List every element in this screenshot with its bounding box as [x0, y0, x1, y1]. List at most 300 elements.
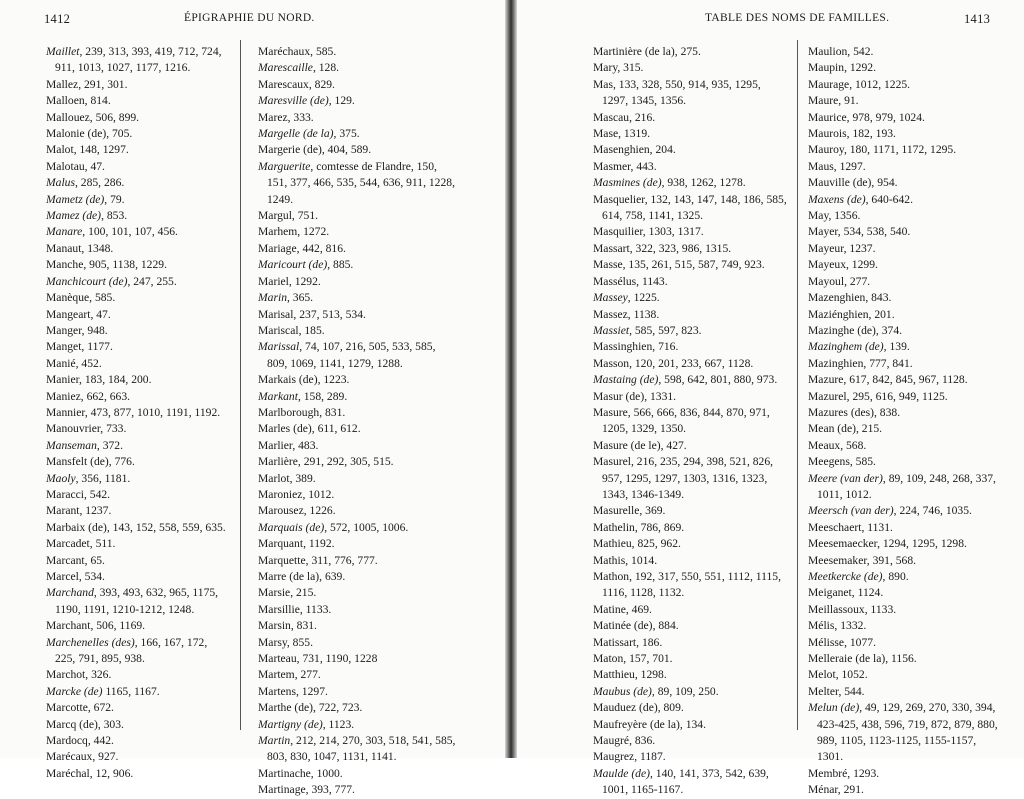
page-references: , 469. [625, 602, 652, 616]
page-references: , 568. [840, 438, 867, 452]
page-references: , 134. [679, 717, 706, 731]
family-name: Meetkercke (de) [808, 570, 883, 583]
family-name: Margul [258, 209, 292, 223]
page-references: , 133, 328, 550, 914, 935, 1295, 1297, 1345, 1356. [602, 77, 761, 108]
index-entry [46, 257, 230, 273]
family-name: Melot [808, 668, 836, 682]
index-entry [808, 208, 998, 224]
page-references: , 640-642. [865, 192, 913, 206]
index-entry [46, 290, 230, 306]
family-name: Manié [46, 356, 76, 370]
family-name: Mayeux [808, 258, 846, 272]
page-references: , 1143. [636, 274, 668, 288]
page-references: , 978, 979, 1024. [846, 110, 925, 124]
family-name: Mariscal [258, 323, 299, 337]
family-name: Malonie (de) [46, 127, 107, 141]
index-entry [808, 667, 998, 683]
index-entry [593, 766, 789, 799]
page-references: , 885. [327, 258, 354, 272]
index-entry [593, 307, 789, 323]
page-references: , 148, 1297. [73, 143, 129, 157]
page-references: , 157, 701. [623, 652, 673, 666]
family-name: Mathieu [593, 537, 632, 551]
page-references: , 843. [865, 291, 892, 305]
index-entry [593, 241, 789, 257]
family-name: Masurel [593, 455, 631, 469]
index-entry [808, 224, 998, 240]
index-entry [258, 77, 458, 93]
family-name: Mathis [593, 553, 626, 567]
page-references: , 566, 666, 836, 844, 870, 971, 1205, 1329, 1350. [602, 405, 770, 436]
family-name: Mariel [258, 274, 289, 288]
family-name: Manare [46, 225, 83, 239]
family-name: Marlier [258, 438, 293, 452]
index-entry [593, 356, 789, 372]
page-references: , 303. [97, 717, 124, 731]
page-references: , comtesse de Flandre, 150, 151, 377, 466, 535, 544, 636, 911, 1228, 1249. [267, 159, 455, 206]
page-references: , 237, 513, 534. [293, 307, 366, 321]
index-entry [258, 635, 458, 651]
index-entry [258, 553, 458, 569]
index-entry [258, 372, 458, 388]
page-references: , 89, 109, 250. [651, 684, 719, 698]
family-name: Massiet [593, 323, 630, 337]
page-references: , 722, 723. [313, 701, 363, 715]
page-references: , 393, 493, 632, 965, 1175, 1190, 1191, 1210-1212, 1248. [55, 586, 219, 616]
family-name: Marsy [258, 635, 287, 649]
index-entry [258, 405, 458, 421]
index-entry [808, 356, 998, 372]
index-entry [258, 421, 458, 437]
family-name: Marlot [258, 471, 290, 485]
family-name: Marchant [46, 619, 91, 633]
page-references: , 128. [312, 61, 340, 75]
page-references: , 143, 152, 558, 559, 635. [106, 520, 226, 534]
index-entry [808, 503, 998, 519]
family-name: Maxens (de) [808, 192, 866, 206]
family-name: Martin [258, 734, 291, 748]
page-references: 1165, 1167. [102, 684, 160, 698]
page-references: , 829. [308, 77, 335, 91]
page-references: , 192, 317, 550, 551, 1112, 1115, 1116, 1128, 1132. [602, 570, 781, 600]
page-references: , 1303, 1317. [642, 225, 704, 239]
family-name: Mastaing (de) [593, 373, 659, 387]
family-name: Mannier [46, 405, 85, 419]
page-references: , 427. [660, 438, 687, 452]
page-references: , 1292. [288, 274, 321, 288]
index-entry [46, 44, 230, 77]
family-name: Masur (de) [593, 389, 645, 403]
page-references: , 506, 899. [89, 110, 140, 124]
index-entry [258, 257, 458, 273]
page-references: , 212, 214, 270, 303, 518, 541, 585, 803, 830, 1047, 1131, 1141. [267, 734, 456, 764]
family-name: Maréchaux [258, 45, 311, 58]
family-name: Mayer [808, 225, 838, 239]
family-name: Mazinghem (de) [808, 340, 884, 354]
family-name: Malotau [46, 159, 85, 173]
index-entry [46, 77, 230, 93]
family-name: Marin [258, 291, 287, 305]
page-references: , 216. [629, 110, 656, 124]
family-name: Manouvrier [46, 422, 101, 436]
family-name: Masure [593, 405, 628, 419]
index-entry [258, 471, 458, 487]
index-entry [46, 405, 230, 421]
index-entry [258, 454, 458, 470]
index-entry [258, 307, 458, 323]
index-column [46, 44, 230, 782]
family-name: Masson [593, 356, 630, 370]
page-references: , 135, 261, 515, 587, 749, 923. [622, 258, 765, 272]
family-name: Mas [593, 77, 613, 91]
page-references: , 216, 235, 294, 398, 521, 826, 957, 1295, 1297, 1303, 1316, 1323, 1343, 1346-1349. [602, 455, 774, 501]
page-references: , 291, 301. [78, 77, 128, 91]
index-entry [46, 389, 230, 405]
family-name: Mathelin [593, 520, 635, 534]
index-entry [593, 684, 789, 700]
page-references: , 776. [108, 455, 135, 469]
page-references: , 393, 777. [305, 783, 355, 797]
index-entry [808, 339, 998, 355]
index-entry [258, 159, 458, 208]
family-name: Marthe (de) [258, 701, 314, 715]
index-entry [258, 438, 458, 454]
index-entry [808, 389, 998, 405]
page-references: , 1012. [302, 487, 335, 501]
page-references: , 74, 107, 216, 505, 533, 585, 809, 1069, 1141, 1279, 1288. [267, 340, 436, 370]
family-name: Mazinghe (de) [808, 323, 876, 337]
family-name: Massélus [593, 274, 637, 288]
index-entry [258, 782, 458, 798]
page-references: , 247, 255. [127, 274, 177, 288]
page-references: , 662, 663. [80, 389, 131, 403]
index-entry [46, 569, 230, 585]
page-references: , 391, 568. [866, 553, 917, 567]
page-references: , 291. [837, 783, 864, 797]
family-name: Maulde (de) [593, 766, 650, 780]
index-entry [46, 339, 230, 355]
page-references: , 1299. [846, 258, 878, 272]
family-name: Marescaux [258, 77, 309, 91]
index-entry [46, 618, 230, 634]
index-entry [258, 585, 458, 601]
page-references: , 1272. [297, 225, 330, 239]
index-entry [258, 323, 458, 339]
index-entry [808, 553, 998, 569]
family-name: Melter [808, 684, 839, 698]
family-name: Mazures (des) [808, 405, 874, 419]
index-entry [46, 323, 230, 339]
page-references: , 201. [868, 307, 895, 321]
family-name: Mazenghien [808, 291, 866, 305]
page-references: , 716. [652, 340, 679, 354]
right-page [517, 0, 1024, 797]
family-name: Meesemaecker [808, 537, 878, 551]
page-references: , 215. [855, 422, 883, 436]
index-entry [258, 766, 458, 782]
family-name: Maupin [808, 61, 845, 75]
family-name: Marquais (de) [258, 520, 325, 534]
family-name: Mélis [808, 619, 835, 633]
index-entry [593, 749, 789, 765]
index-entry [258, 717, 458, 733]
page-references: , 853. [101, 209, 128, 223]
family-name: Marescaille [258, 61, 313, 75]
index-entry [808, 290, 998, 306]
index-entry [808, 454, 998, 470]
family-name: Marez [258, 110, 288, 124]
index-entry [46, 126, 230, 142]
index-entry [46, 717, 230, 733]
page-references: , 814. [84, 94, 111, 108]
page-references: , 277. [844, 274, 871, 288]
family-name: Masurelle [593, 504, 640, 518]
page-number-left: 1412 [44, 12, 71, 26]
index-entry [593, 274, 789, 290]
index-entry [258, 44, 458, 60]
family-name: May [808, 209, 829, 223]
index-entry [46, 536, 230, 552]
page-references: , 1077. [844, 635, 876, 649]
index-entry [808, 274, 998, 290]
page-references: , 938, 1262, 1278. [661, 176, 746, 190]
index-entry [46, 667, 230, 683]
page-references: , 49, 129, 269, 270, 330, 394, 423-425, 438, 596, 719, 872, 879, 880, 989, 1105, 1123-1125, 1155-1157, 1301. [817, 701, 998, 764]
family-name: Mamez (de) [46, 209, 102, 223]
family-name: Mauroy [808, 143, 844, 157]
index-entry [46, 241, 230, 257]
family-name: Mariage [258, 241, 297, 255]
index-entry [46, 520, 230, 536]
index-entry [593, 110, 789, 126]
page-references: , 639. [319, 570, 346, 583]
column-rule [797, 40, 798, 730]
index-entry [808, 471, 998, 504]
family-name: Maurage [808, 77, 850, 91]
page-references: , 617, 842, 845, 967, 1128. [843, 373, 968, 387]
index-entry [258, 487, 458, 503]
index-entry [808, 569, 998, 585]
family-name: Massey [593, 291, 628, 305]
page-references: , 473, 877, 1010, 1191, 1192. [84, 405, 221, 419]
page-references: , 180, 1171, 1172, 1295. [843, 143, 957, 157]
family-name: Meersch (van der) [808, 504, 894, 518]
page-references: , 585. [310, 45, 337, 58]
family-name: Meere (van der) [808, 471, 883, 485]
family-name: Mean (de) [808, 422, 856, 436]
index-entry [593, 142, 789, 158]
left-page [0, 0, 505, 797]
family-name: Maziénghien [808, 307, 869, 321]
running-head-left: ÉPIGRAPHIE DU NORD. [184, 12, 315, 24]
family-name: Markant [258, 389, 298, 403]
page-references: , 365. [286, 291, 314, 305]
family-name: Maoly [46, 471, 76, 485]
index-entry [593, 339, 789, 355]
index-entry [46, 372, 230, 388]
index-entry [593, 60, 789, 76]
index-entry [808, 60, 998, 76]
page-references: , 1332. [834, 619, 867, 633]
page-references: , 183, 184, 200. [79, 373, 152, 387]
index-entry [258, 126, 458, 142]
index-entry [258, 700, 458, 716]
page-references: , 831. [290, 619, 317, 633]
index-entry [46, 733, 230, 749]
page-references: , 831. [319, 405, 346, 419]
family-name: Masquelier [593, 192, 645, 206]
page-references: , 542. [83, 487, 111, 501]
family-name: Mansfelt (de) [46, 455, 109, 469]
index-entry [46, 356, 230, 372]
family-name: Marant [46, 504, 80, 518]
page-references: , 120, 201, 233, 667, 1128. [629, 356, 754, 370]
page-references: , 315. [617, 61, 644, 75]
family-name: Marsin [258, 619, 291, 633]
page-references: , 239, 313, 393, 419, 712, 724, 911, 1013, 1027, 1177, 1216. [55, 45, 222, 75]
family-name: Mélisse [808, 635, 845, 649]
page-references: , 672. [87, 701, 114, 715]
index-entry [593, 290, 789, 306]
index-entry [46, 700, 230, 716]
index-entry [593, 175, 789, 191]
page-references: , 356, 1181. [75, 471, 131, 485]
page-references: , 611, 612. [311, 422, 361, 436]
index-entry [808, 684, 998, 700]
family-name: Mazurel [808, 389, 847, 403]
page-references: , 1226. [303, 504, 336, 518]
page-references: , 1124. [851, 586, 884, 600]
family-name: Masse [593, 258, 623, 272]
family-name: Maugrez [593, 750, 635, 764]
family-name: Mascau [593, 110, 630, 124]
family-name: Manger [46, 323, 82, 337]
family-name: Meiganet [808, 586, 852, 600]
family-name: Mangeart [46, 307, 91, 321]
page-references: , 1237. [843, 241, 876, 255]
family-name: Maresville (de) [258, 94, 329, 108]
index-column [593, 44, 789, 799]
index-entry [258, 520, 458, 536]
family-name: Matissart [593, 635, 637, 649]
page-references: , 404, 589. [321, 143, 372, 157]
index-entry [808, 536, 998, 552]
family-name: Maroniez [258, 487, 303, 501]
index-entry [808, 192, 998, 208]
index-entry [593, 77, 789, 110]
family-name: Maus [808, 159, 834, 173]
family-name: Marousez [258, 504, 304, 518]
running-head-right: TABLE DES NOMS DE FAMILLES. [705, 12, 890, 24]
page-references: , 1331. [644, 389, 677, 403]
page-references: , 1348. [81, 241, 114, 255]
index-entry [593, 635, 789, 651]
family-name: Malloen [46, 94, 85, 108]
page-references: , 291, 292, 305, 515. [297, 455, 394, 469]
page-references: , 1297. [833, 159, 866, 173]
page-references: , 442, 816. [296, 241, 346, 255]
page-references: , 483. [292, 438, 319, 452]
index-entry [808, 44, 998, 60]
page-references: , 1156. [885, 652, 917, 666]
page-references: , 389. [289, 471, 316, 485]
index-entry [258, 142, 458, 158]
page-references: , 585. [849, 455, 876, 469]
family-name: Melleraie (de la) [808, 652, 886, 666]
family-name: Massez [593, 307, 628, 321]
index-entry [808, 142, 998, 158]
index-entry [46, 553, 230, 569]
index-entry [46, 192, 230, 208]
index-entry [46, 454, 230, 470]
index-entry [258, 110, 458, 126]
index-entry [46, 175, 230, 191]
family-name: Mardocq [46, 734, 88, 748]
family-name: Maurois [808, 127, 847, 141]
index-entry [46, 749, 230, 765]
page-references: , 1123. [322, 717, 355, 731]
page-references: , 158, 289. [297, 389, 348, 403]
index-entry [46, 766, 230, 782]
family-name: Manchicourt (de) [46, 274, 128, 288]
family-name: Meesemaker [808, 553, 867, 567]
family-name: Martinache [258, 766, 311, 780]
index-entry [258, 339, 458, 372]
family-name: Martem [258, 668, 295, 682]
index-entry [808, 241, 998, 257]
index-entry [46, 142, 230, 158]
family-name: Mayeur [808, 241, 844, 255]
family-name: Marcadet [46, 537, 90, 551]
index-entry [258, 569, 458, 585]
page-references: , 733. [100, 422, 127, 436]
family-name: Mallouez [46, 110, 90, 124]
index-entry [593, 618, 789, 634]
family-name: Marlborough [258, 405, 320, 419]
page-references: , 224, 746, 1035. [893, 504, 972, 518]
family-name: Masmer [593, 159, 631, 173]
index-entry [593, 224, 789, 240]
page-references: , 333. [287, 110, 314, 124]
page-references: , 786, 869. [634, 520, 685, 534]
page-references: , 1297. [296, 684, 328, 698]
index-entry [808, 766, 998, 782]
page-references: , 1012, 1225. [849, 77, 911, 91]
index-entry [808, 307, 998, 323]
index-entry [808, 175, 998, 191]
family-name: Masmines (de) [593, 176, 662, 190]
index-entry [808, 110, 998, 126]
index-entry [258, 274, 458, 290]
index-entry [46, 208, 230, 224]
index-entry [808, 323, 998, 339]
index-entry [46, 635, 230, 668]
page-references: , 285, 286. [74, 176, 125, 190]
page-references: , 1293. [847, 766, 880, 780]
family-name: Marécaux [46, 750, 93, 764]
family-name: Matinée (de) [593, 619, 653, 633]
page-references: , 311, 776, 777. [305, 553, 378, 567]
index-entry [593, 700, 789, 716]
family-name: Marcq (de) [46, 717, 98, 731]
index-entry [808, 126, 998, 142]
page-references: , 322, 323, 986, 1315. [629, 241, 732, 255]
index-entry [808, 782, 998, 798]
family-name: Martinière (de la) [593, 45, 675, 58]
family-name: Marles (de) [258, 422, 312, 436]
index-entry [808, 159, 998, 175]
family-name: Marguerite [258, 159, 311, 173]
